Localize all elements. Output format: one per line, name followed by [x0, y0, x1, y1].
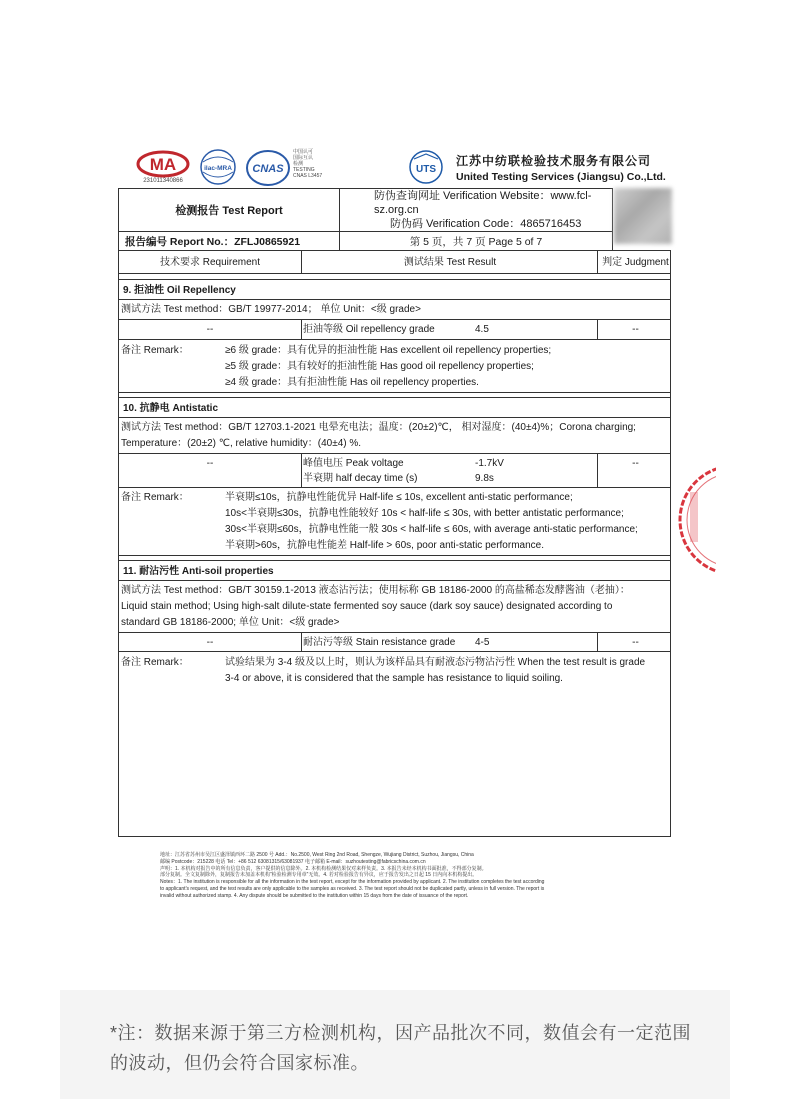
ilac-mark: ilac-MRA — [204, 165, 232, 172]
oil-remark-1: ≥6 级 grade：具有优异的拒油性能 Has excellent oil repellency properties; — [225, 345, 552, 356]
oil-requirement: -- — [206, 324, 214, 335]
oil-remark-2: ≥5 级 grade：具有较好的拒油性能 Has good oil repellency properties; — [225, 361, 534, 372]
footer-notes-en-3: invalid without authorized stamp. 4. Any dispute should be submitted to the institution within 15 days from the date of issuance of the report. — [160, 892, 469, 899]
soil-item: 耐沾污等级 Stain resistance grade — [303, 637, 456, 648]
col-requirement: 技术要求 Requirement — [159, 257, 261, 268]
blurred-qr-code — [614, 188, 672, 244]
cma-number: 231011340866 — [143, 178, 183, 184]
soil-method-3: standard GB 18186-2000; 单位 Unit：<级 grade> — [121, 617, 340, 628]
oil-judgment: -- — [632, 324, 639, 335]
disclaimer-text: *注：数据来源于第三方检测机构，因产品批次不同，数值会有一定范围的波动，但仍会符合国家标准。 — [110, 1023, 692, 1073]
soil-requirement: -- — [206, 637, 214, 648]
footer-notes-en-2: to applicant's request, and the test results are only applicable to the samples as received. 3. The test report should not be duplicated partly, unless in full version. The report is — [160, 885, 545, 892]
footer-notes-en-1: Notes：1. The institution is responsible for all the information in the test report, except for the information provided by applicant. 2. The institution completes the test according — [160, 879, 545, 886]
antistatic-item-1: 峰值电压 Peak voltage — [303, 458, 404, 469]
soil-method-1: 测试方法 Test method：GB/T 30159.1-2013 液态沾污法；使用标称 GB 18186-2000 的高盐稀态发酵酱油（老抽）： — [121, 585, 630, 596]
cnas-logo — [245, 149, 335, 187]
antistatic-remark-1: 半衰期≤10s，抗静电性能优异 Half-life ≤ 10s, excellent anti-static performance; — [225, 492, 573, 503]
inspection-stamp — [676, 462, 716, 578]
soil-remark-1: 试验结果为 3-4 级及以上时，则认为该样品具有耐液态污物沾污性 When the test result is grade — [225, 657, 646, 668]
section-oil-title: 9. 拒油性 Oil Repellency — [123, 285, 236, 296]
col-result: 测试结果 Test Result — [403, 257, 497, 268]
oil-item: 拒油等级 Oil repellency grade — [303, 324, 435, 335]
company-name-cn: 江苏中纺联检验技术服务有限公司 — [456, 154, 652, 168]
antistatic-remark-2: 10s<半衰期≤30s，抗静电性能较好 10s < half-life ≤ 30s, with better antistatic performance; — [225, 508, 624, 519]
results-table — [118, 250, 671, 837]
antistatic-judgment: -- — [632, 458, 639, 469]
antistatic-value-2: 9.8s — [475, 473, 494, 484]
page-indicator: 第 5 页，共 7 页 Page 5 of 7 — [340, 232, 613, 251]
col-judgment: 判定 Judgment — [602, 257, 669, 268]
soil-judgment: -- — [632, 637, 639, 648]
uts-mark: UTS — [416, 164, 436, 175]
report-title: 检测报告 Test Report — [119, 189, 340, 232]
soil-remark-2: 3-4 or above, it is considered that the sample has resistance to liquid soiling. — [225, 673, 563, 684]
antistatic-remark-label: 备注 Remark： — [121, 492, 189, 503]
antistatic-item-2: 半衰期 half decay time (s) — [303, 473, 418, 484]
footer-contact: 邮编 Postcode：215228 电话 Tel：+86 512 63081315/63081937 电子邮箱 E-mail：suzhoutesting@fabricschina.com.cn — [160, 858, 426, 865]
disclaimer-box — [60, 990, 730, 1099]
antistatic-value-1: -1.7kV — [475, 458, 504, 469]
ilac-mra-logo — [199, 148, 237, 186]
soil-remark-label: 备注 Remark： — [121, 657, 189, 668]
antistatic-method-1: 测试方法 Test method：GB/T 12703.1-2021 电晕充电法；温度：(20±2)℃， 相对湿度：(40±4)%；Corona charging; — [121, 422, 636, 433]
antistatic-requirement: -- — [206, 458, 214, 469]
oil-remark-label: 备注 Remark： — [121, 345, 189, 356]
footer-address: 地址：江苏省苏州市吴江区盛泽镇西环二路 2500 号 Add.：No.2500, West Ring 2nd Road, Shengze, Wujiang District, Suzhou, Jiangsu, China — [160, 852, 474, 858]
cnas-mark: CNAS — [252, 163, 284, 175]
cnas-caption: 中国认可 国际互认 检测 TESTING CNAS L3457 — [293, 149, 323, 179]
report-header-table — [118, 188, 613, 251]
footer-statement-cn-1: 声明：1. 本机构对报告中的所有信息负责，客户提供的信息除外。2. 本机构检测结果仅对来样负责。3. 本报告未经本机构书面批准，不得部分复制。 — [160, 865, 487, 872]
verification-website: 防伪查询网址 Verification Website：www.fcl-sz.org.cn — [374, 190, 592, 216]
section-antistatic-title: 10. 抗静电 Antistatic — [123, 403, 219, 414]
antistatic-remark-3: 30s<半衰期≤60s，抗静电性能一般 30s < half-life ≤ 60s, with average anti-static performance; — [225, 524, 638, 535]
footer-statement-cn-2: 部分复制。全文复制除外，复制报告未加盖本机构“检验检测专用章”无效。4. 若对检验报告有异议，应于报告发出之日起 15 日内向本机构提出。 — [160, 872, 478, 879]
antistatic-method-2: Temperature：(20±2) ℃, relative humidity：(40±4) %. — [121, 438, 362, 449]
verification-code: 防伪码 Verification Code：4865716453 — [390, 218, 582, 230]
report-footer — [160, 852, 630, 900]
uts-logo — [406, 149, 446, 185]
soil-method-2: Liquid stain method; Using high-salt dilute-state fermented soy sauce (dark soy sauce) designated according to — [121, 601, 613, 612]
section-soil-title: 11. 耐沾污性 Anti-soil properties — [123, 566, 274, 577]
oil-remark-3: ≥4 级 grade：具有拒油性能 Has oil repellency properties. — [225, 377, 479, 388]
cma-logo — [136, 150, 190, 186]
cma-mark: MA — [149, 155, 177, 174]
company-name-en: United Testing Services (Jiangsu) Co.,Ltd. — [456, 171, 666, 183]
soil-value: 4-5 — [475, 637, 490, 648]
section-oil-method: 测试方法 Test method：GB/T 19977-2014； 单位 Unit：<级 grade> — [121, 304, 421, 315]
report-number: 报告编号 Report No.：ZFLJ0865921 — [119, 232, 340, 251]
antistatic-remark-4: 半衰期>60s，抗静电性能差 Half-life > 60s, poor anti-static performance. — [225, 540, 544, 551]
oil-value: 4.5 — [475, 324, 489, 335]
